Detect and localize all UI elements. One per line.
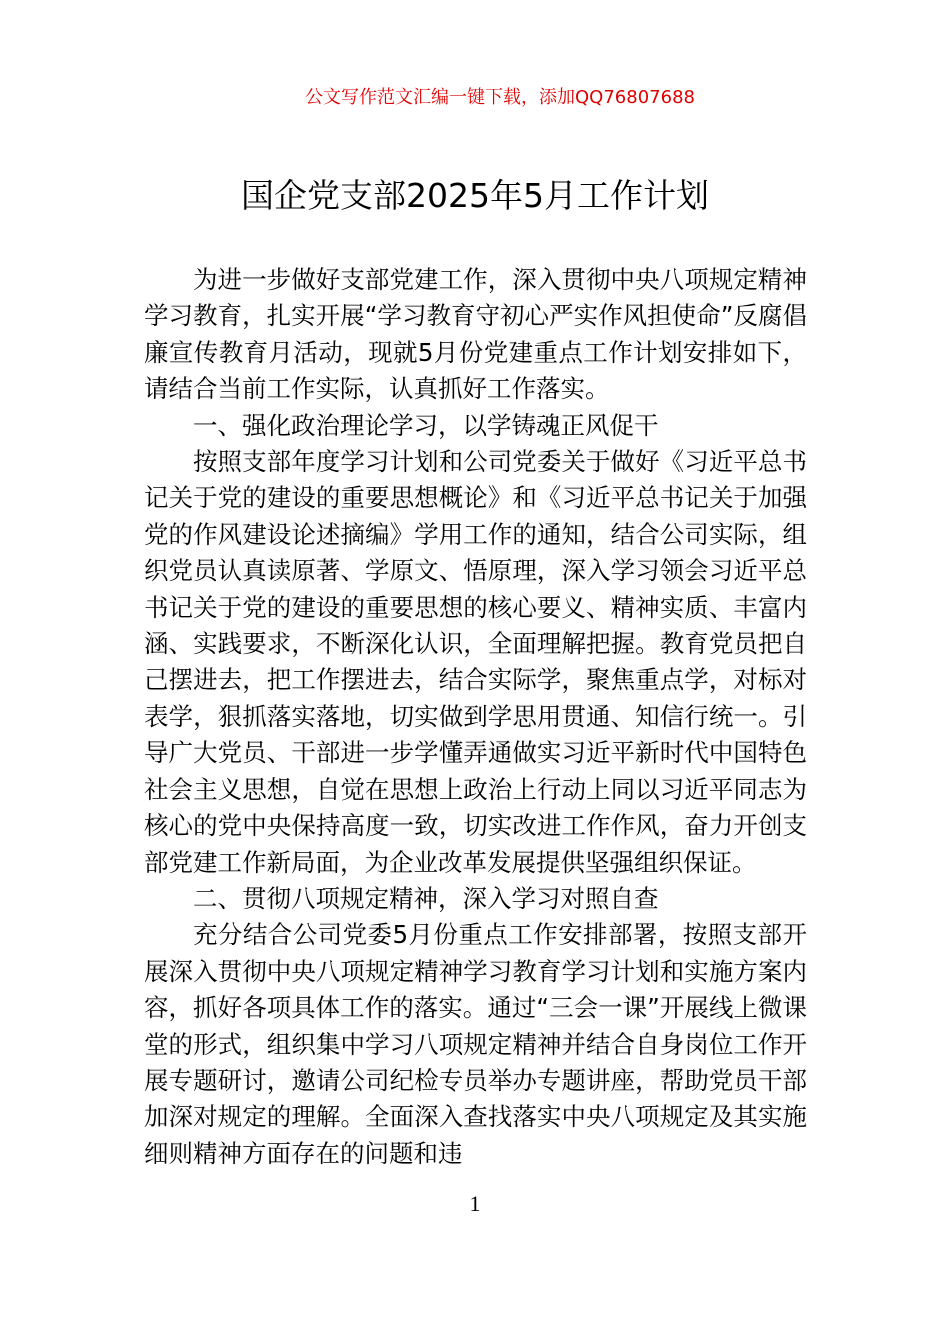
section-heading-1: 一、强化政治理论学习，以学铸魂正风促干 [193,410,659,440]
download-watermark: 公文写作范文汇编一键下载，添加QQ76807688 [305,87,695,108]
section-heading-2: 二、贯彻八项规定精神，深入学习对照自查 [193,883,659,913]
section-1-paragraph: 按照支部年度学习计划和公司党委关于做好《习近平总书记关于党的建设的重要思想概论》和《习近平总书记关于加强党的作风建设论述摘编》学用工作的通知，结合公司实际，组织党员认真读原著、学原文、悟原理，深入学习领会习近平总书记关于党的建设的重要思想的核心要义、精神实质、丰富内涵、实践要求，不断深化认识，全面理解把握。教育党员把自己摆进去，把工作摆进去，结合实际学，聚焦重点学，对标对表学，狠抓落实落地，切实做到学思用贯通、知信行统一。引导广大党员、干部进一步学懂弄通做实习近平新时代中国特色社会主义思想，自觉在思想上政治上行动上同以习近平同志为核心的党中央保持高度一致，切实改进工作作风，奋力开创支部党建工作新局面，为企业改革发展提供坚强组织保证。 [144,447,807,877]
intro-paragraph: 为进一步做好支部党建工作，深入贯彻中央八项规定精神学习教育，扎实开展“学习教育守初心严实作风担使命”反腐倡廉宣传教育月活动，现就5月份党建重点工作计划安排如下，请结合当前工作实际，认真抓好工作落实。 [144,265,807,404]
document-body [144,262,807,1172]
page-number: 1 [469,1191,481,1216]
section-2-paragraph: 充分结合公司党委5月份重点工作安排部署，按照支部开展深入贯彻中央八项规定精神学习教育学习计划和实施方案内容，抓好各项具体工作的落实。通过“三会一课”开展线上微课堂的形式，组织集中学习八项规定精神并结合自身岗位工作开展专题研讨，邀请公司纪检专员举办专题讲座，帮助党员干部加深对规定的理解。全面深入查找落实中央八项规定及其实施细则精神方面存在的问题和违 [144,920,807,1168]
page-title: 国企党支部2025年5月工作计划 [241,176,709,215]
